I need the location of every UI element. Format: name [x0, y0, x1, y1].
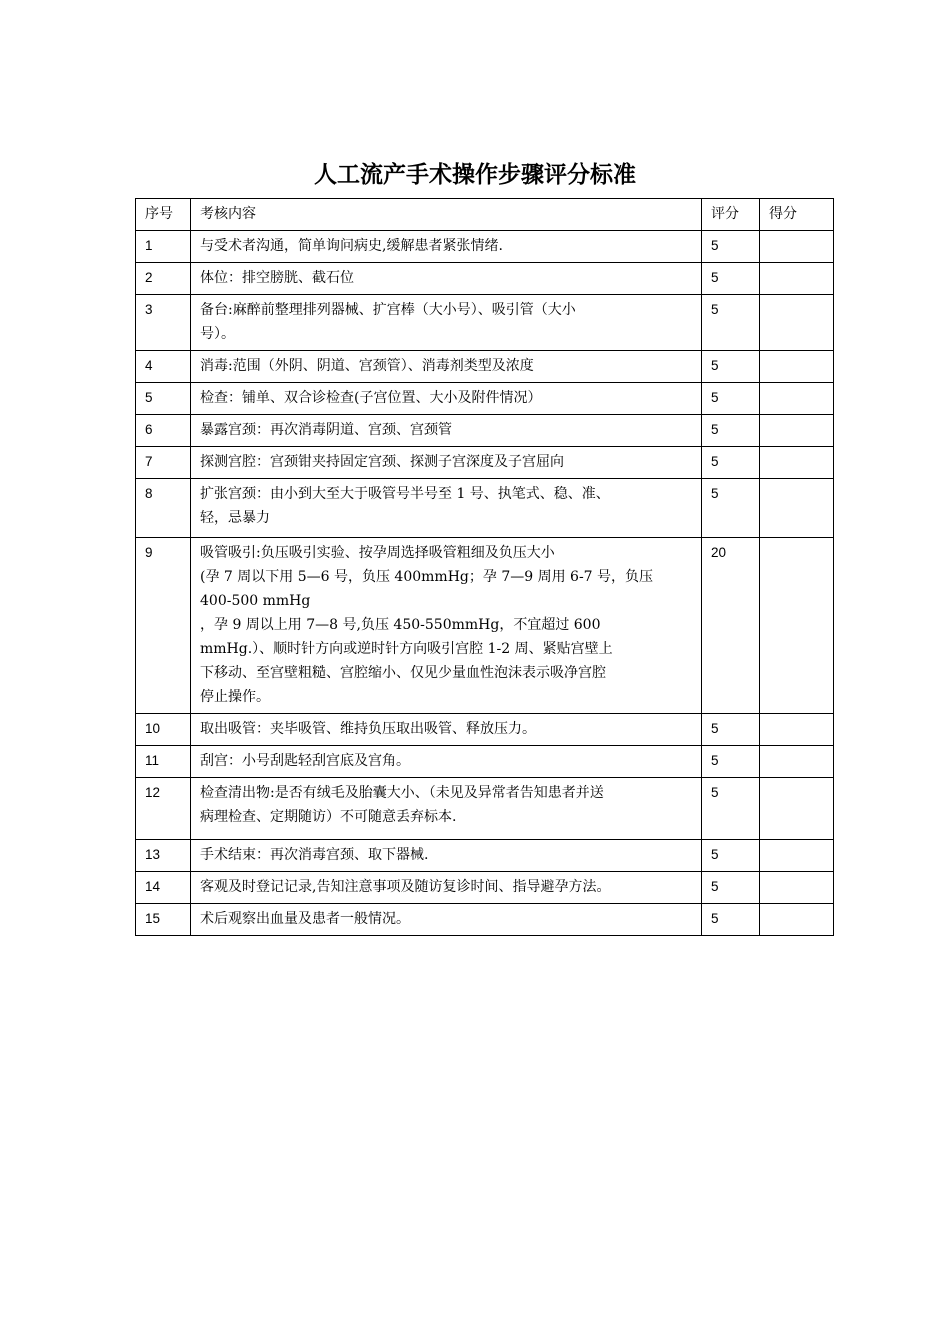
row-score: 5 [702, 231, 760, 263]
row-got[interactable] [760, 295, 834, 351]
row-seq: 4 [136, 351, 191, 383]
table-row [136, 778, 834, 840]
row-seq: 11 [136, 746, 191, 778]
row-content [191, 479, 702, 538]
table-row [136, 295, 834, 351]
row-content-line: 术后观察出血量及患者一般情况。 [200, 911, 410, 927]
row-score: 5 [702, 840, 760, 872]
header-got: 得分 [760, 199, 834, 231]
row-got[interactable] [760, 479, 834, 538]
row-score: 5 [702, 351, 760, 383]
table-row [136, 231, 834, 263]
table-row [136, 479, 834, 538]
row-score: 5 [702, 263, 760, 295]
row-content [191, 538, 702, 714]
row-content-line: 刮宫：小号刮匙轻刮宫底及宫角。 [200, 753, 410, 769]
row-seq: 3 [136, 295, 191, 351]
row-content-line: 检查：铺单、双合诊检查(子宫位置、大小及附件情况） [200, 390, 542, 406]
row-content-line: 停止操作。 [200, 689, 270, 705]
table-row [136, 714, 834, 746]
row-seq: 10 [136, 714, 191, 746]
row-content-line: 病理检查、定期随访）不可随意丢弃标本. [200, 809, 457, 825]
row-content [191, 714, 702, 746]
table-row [136, 538, 834, 714]
row-seq: 5 [136, 383, 191, 415]
row-seq: 6 [136, 415, 191, 447]
row-score: 5 [702, 383, 760, 415]
header-score: 评分 [702, 199, 760, 231]
table-row [136, 746, 834, 778]
row-score: 5 [702, 904, 760, 936]
row-content-line: ，孕 9 周以上用 7—8 号,负压 450-550mmHg，不宜超过 600 [200, 617, 601, 633]
row-got[interactable] [760, 840, 834, 872]
row-score: 5 [702, 778, 760, 840]
row-content [191, 231, 702, 263]
table-row [136, 415, 834, 447]
row-score: 20 [702, 538, 760, 714]
table-body [136, 231, 834, 936]
row-content-line: 扩张宫颈：由小到大至大于吸管号半号至 1 号、执笔式、稳、准、 [200, 486, 610, 502]
table-row [136, 351, 834, 383]
row-score: 5 [702, 479, 760, 538]
row-content [191, 383, 702, 415]
row-content [191, 872, 702, 904]
row-got[interactable] [760, 904, 834, 936]
row-score: 5 [702, 872, 760, 904]
row-got[interactable] [760, 872, 834, 904]
row-content-line: 检查清出物:是否有绒毛及胎囊大小、（未见及异常者告知患者并送 [200, 785, 604, 801]
row-content-line: 400-500 mmHg [200, 593, 311, 609]
row-content-line: 轻，忌暴力 [200, 510, 270, 526]
row-score: 5 [702, 415, 760, 447]
row-content [191, 447, 702, 479]
row-got[interactable] [760, 231, 834, 263]
row-content [191, 778, 702, 840]
row-content [191, 840, 702, 872]
row-score: 5 [702, 714, 760, 746]
row-content [191, 263, 702, 295]
table-row [136, 840, 834, 872]
score-table [135, 198, 834, 936]
row-content-line: 下移动、至宫壁粗糙、宫腔缩小、仅见少量血性泡沫表示吸净宫腔 [200, 665, 606, 681]
page-title: 人工流产手术操作步骤评分标准 [314, 162, 636, 188]
header-seq: 序号 [136, 199, 191, 231]
row-got[interactable] [760, 415, 834, 447]
row-content-line: 取出吸管：夹毕吸管、维持负压取出吸管、释放压力。 [200, 721, 536, 737]
row-got[interactable] [760, 383, 834, 415]
row-content-line: mmHg.）、顺时针方向或逆时针方向吸引宫腔 1-2 周、紧贴宫壁上 [200, 641, 613, 657]
row-score: 5 [702, 447, 760, 479]
table-header-row [136, 199, 834, 231]
row-got[interactable] [760, 778, 834, 840]
row-content [191, 415, 702, 447]
row-score: 5 [702, 746, 760, 778]
row-seq: 9 [136, 538, 191, 714]
table-row [136, 904, 834, 936]
row-seq: 13 [136, 840, 191, 872]
row-content-line: 备台:麻醉前整理排列器械、扩宫棒（大小号）、吸引管（大小 [200, 302, 576, 318]
row-got[interactable] [760, 714, 834, 746]
row-seq: 12 [136, 778, 191, 840]
row-content-line: 暴露宫颈：再次消毒阴道、宫颈、宫颈管 [200, 422, 452, 438]
row-seq: 1 [136, 231, 191, 263]
row-content [191, 746, 702, 778]
header-content: 考核内容 [191, 199, 702, 231]
row-got[interactable] [760, 746, 834, 778]
row-content-line: 消毒:范围（外阴、阴道、宫颈管）、消毒剂类型及浓度 [200, 358, 534, 374]
row-seq: 14 [136, 872, 191, 904]
row-got[interactable] [760, 263, 834, 295]
row-content [191, 351, 702, 383]
row-content-line: 探测宫腔：宫颈钳夹持固定宫颈、探测子宫深度及子宫屈向 [200, 454, 564, 470]
row-content-line: 与受术者沟通，简单询问病史,缓解患者紧张情绪. [200, 238, 503, 254]
table-row [136, 383, 834, 415]
table-row [136, 447, 834, 479]
row-got[interactable] [760, 351, 834, 383]
row-seq: 15 [136, 904, 191, 936]
table-row [136, 872, 834, 904]
row-content-line: 吸管吸引:负压吸引实验、按孕周选择吸管粗细及负压大小 [200, 545, 555, 561]
table-row [136, 263, 834, 295]
row-content [191, 904, 702, 936]
row-seq: 2 [136, 263, 191, 295]
row-score: 5 [702, 295, 760, 351]
row-got[interactable] [760, 538, 834, 714]
row-seq: 7 [136, 447, 191, 479]
row-content-line: 体位：排空膀胱、截石位 [200, 270, 354, 286]
row-seq: 8 [136, 479, 191, 538]
row-content-line: 手术结束：再次消毒宫颈、取下器械. [200, 847, 429, 863]
row-content-line: 客观及时登记记录,告知注意事项及随访复诊时间、指导避孕方法。 [200, 879, 611, 895]
row-content-line: (孕 7 周以下用 5—6 号，负压 400mmHg；孕 7—9 周用 6-7 号，负压 [200, 569, 654, 585]
row-got[interactable] [760, 447, 834, 479]
row-content-line: 号）。 [200, 326, 235, 342]
row-content [191, 295, 702, 351]
